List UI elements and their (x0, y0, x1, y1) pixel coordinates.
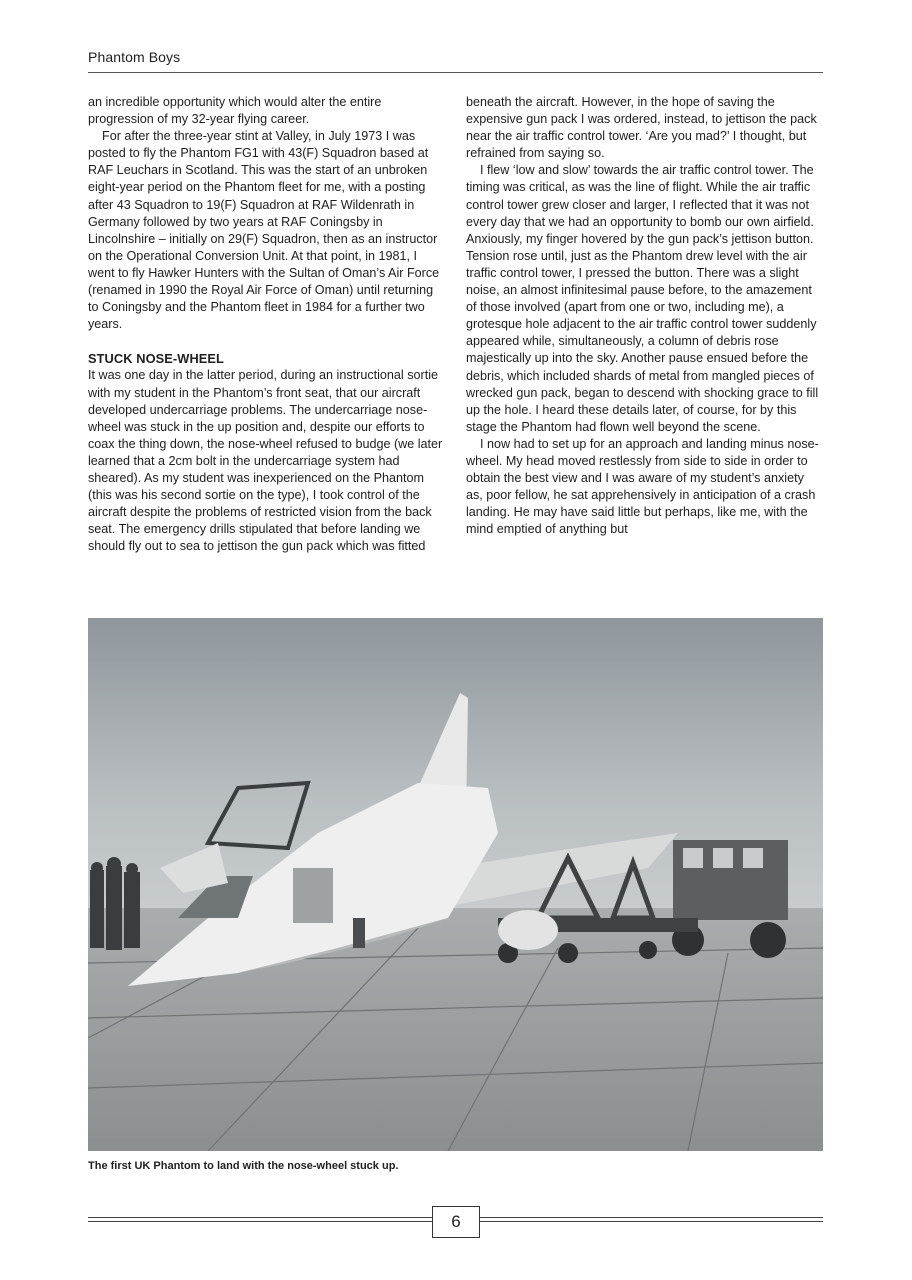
right-paragraph-3: I now had to set up for an approach and landing minus nose-wheel. My head moved restlessly from side to side in order to obtain the best view and I was aware of my student’s anxiety as, poor fellow, he sat apprehensively in anticipation of a crash landing. He may have said little but perhaps, like me, with the mind emptied of anything but (466, 436, 819, 537)
running-header: Phantom Boys (88, 49, 181, 65)
ground-crew (90, 857, 140, 950)
section-heading: STUCK NOSE-WHEEL (88, 351, 224, 367)
phantom-photo (88, 618, 823, 1151)
footer-rule-right-bottom (480, 1221, 823, 1222)
photo-caption: The first UK Phantom to land with the nose-wheel stuck up. (88, 1160, 399, 1172)
left-paragraph-1: an incredible opportunity which would alter the entire progression of my 32-year flying career. (88, 95, 382, 127)
right-paragraph-2: I flew ‘low and slow’ towards the air traffic control tower. The timing was critical, as was the line of flight. While the air traffic control tower grew closer and larger, I reflected that it was not every day that we had an opportunity to bomb our own airfield. Anxiously, my finger hovered by the gun pack’s jettison button. Tension rose until, just as the Phantom drew level with the air traffic control tower, I pressed the button. There was a slight noise, an almost infinitesimal pause before, to the amazement of those involved (apart from one or two, including me), a grotesque hole adjacent to the air traffic control tower suddenly appeared while, simultaneously, a column of debris rose majestically up into the sky. Another pause ensued before the debris, which included shards of metal from mangled pieces of wrecked gun pack, began to descend with shocking grace to fill up the hole. I heard these details later, of course, for by this stage the Phantom had flown well beyond the scene. (466, 163, 819, 434)
footer-rule-left-bottom (88, 1221, 432, 1222)
left-paragraph-2: For after the three-year stint at Valley, in July 1973 I was posted to fly the Phantom FG1 with 43(F) Squadron based at RAF Leuchars in Scotland. This was the start of an unbroken eight-year period on the Phantom fleet for me, with a posting after 43 Squadron to 19(F) Squadron at RAF Wildenrath in Germany followed by two years at RAF Coningsby in Lincolnshire – initially on 29(F) Squadron, then as an instructor on the Operational Conversion Unit. At that point, in 1981, I went to fly Hawker Hunters with the Sultan of Oman’s Air Force (renamed in 1990 the Royal Air Force of Oman) until returning to Coningsby and the Phantom fleet in 1984 for a further two years. (88, 129, 440, 332)
footer-rule-left-top (88, 1217, 432, 1218)
header-rule (88, 72, 823, 73)
page-number: 6 (432, 1206, 480, 1238)
left-paragraph-3: It was one day in the latter period, during an instructional sortie with my student in the Phantom’s front seat, that our aircraft developed undercarriage problems. The undercarriage nose-wheel was stuck in the up position and, despite our efforts to coax the thing down, the nose-wheel refused to budge (we later learned that a 2cm bolt in the undercarriage system had sheared). As my student was inexperienced on the Phantom (this was his second sortie on the type), I took control of the aircraft despite the problems of restricted vision from the back seat. The emergency drills stipulated that before landing we should fly out to sea to jettison the gun pack which was fitted (88, 368, 443, 554)
right-column (466, 94, 822, 538)
left-column (88, 94, 444, 555)
main-gear (353, 918, 365, 948)
footer-rule-right-top (480, 1217, 823, 1218)
right-paragraph-1: beneath the aircraft. However, in the hope of saving the expensive gun pack I was ordered, instead, to jettison the pack near the air traffic control tower. ‘Are you mad?’ I thought, but refrained from saying so. (466, 95, 817, 161)
intake (293, 868, 333, 923)
